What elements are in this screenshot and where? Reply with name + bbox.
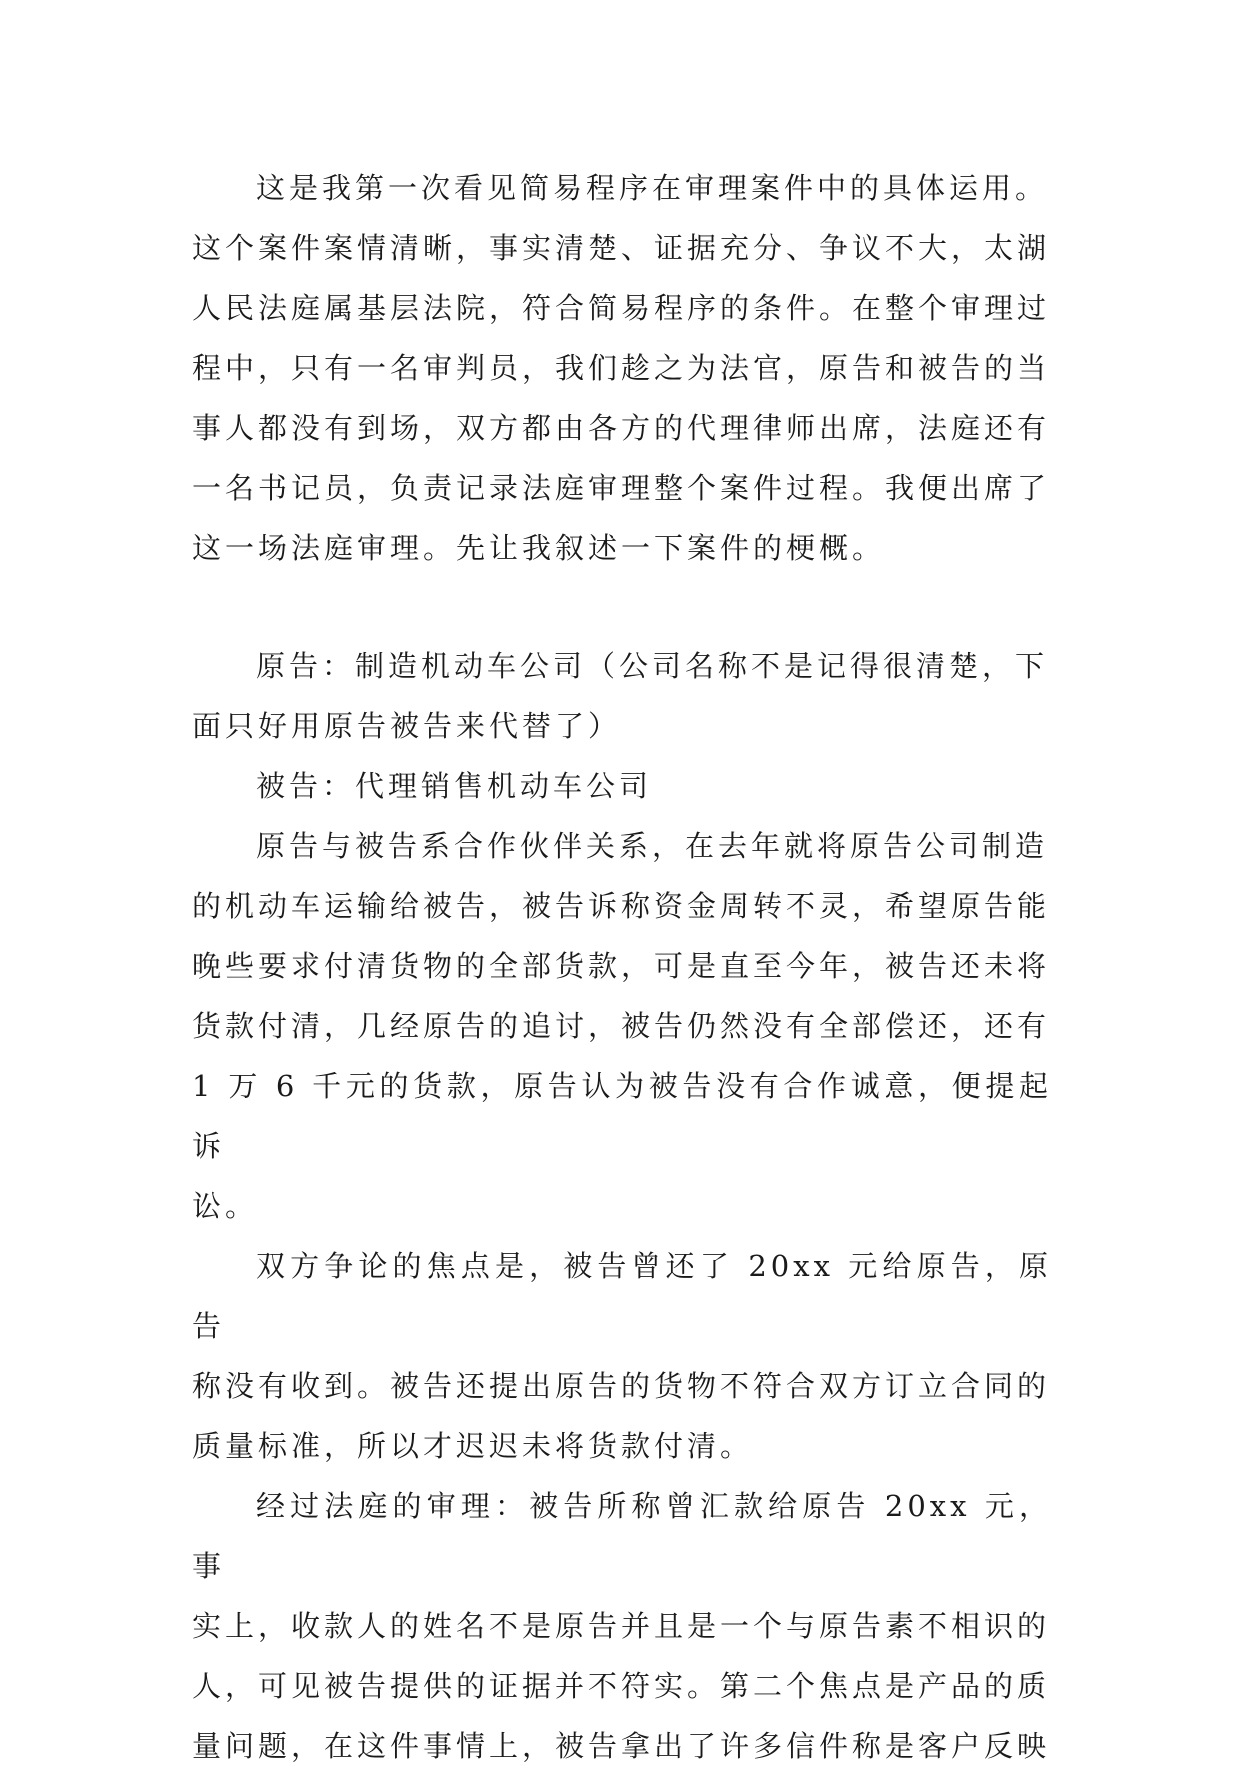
- text-line: 质量标准，所以才迟迟未将货款付清。: [192, 1429, 754, 1463]
- text-line: 面只好用原告被告来代替了）: [192, 709, 622, 743]
- text-line: 事人都没有到场，双方都由各方的代理律师出席，法庭还有: [192, 411, 1051, 445]
- text-line: 实上，收款人的姓名不是原告并且是一个与原告素不相识的: [192, 1609, 1051, 1643]
- text-line: 这是我第一次看见简易程序在审理案件中的具体运用。: [256, 171, 1049, 205]
- text-line: 一名书记员，负责记录法庭审理整个案件过程。我便出席了: [192, 471, 1051, 505]
- text-line: 程中，只有一名审判员，我们趁之为法官，原告和被告的当: [192, 351, 1051, 385]
- text-line: 的机动车运输给被告，被告诉称资金周转不灵，希望原告能: [192, 889, 1051, 923]
- text-line: 原告：制造机动车公司（公司名称不是记得很清楚，下: [256, 649, 1049, 683]
- text-line: 这个案件案情清晰，事实清楚、证据充分、争议不大，太湖: [192, 231, 1051, 265]
- text-line: 货款付清，几经原告的追讨，被告仍然没有全部偿还，还有: [192, 1009, 1051, 1043]
- text-line: 经过法庭的审理：被告所称曾汇款给原告 20xx 元，事: [192, 1489, 1052, 1583]
- text-line: 人，可见被告提供的证据并不符实。第二个焦点是产品的质: [192, 1669, 1051, 1703]
- text-line: 双方争论的焦点是，被告曾还了 20xx 元给原告，原告: [192, 1249, 1052, 1343]
- paragraph-dispute-focus: [192, 1236, 1052, 1476]
- paragraph-defendant: [192, 756, 1052, 816]
- paragraph-case-background: [192, 816, 1052, 1236]
- text-line: 被告：代理销售机动车公司: [256, 769, 653, 803]
- paragraph-gap: [192, 578, 1052, 636]
- paragraph-plaintiff: [192, 636, 1052, 756]
- text-line: 晚些要求付清货物的全部货款，可是直至今年，被告还未将: [192, 949, 1051, 983]
- document-body: [192, 158, 1052, 1776]
- paragraph-intro: [192, 158, 1052, 578]
- text-line: 这一场法庭审理。先让我叙述一下案件的梗概。: [192, 531, 886, 565]
- paragraph-trial-result: [192, 1476, 1052, 1776]
- text-line: 原告与被告系合作伙伴关系，在去年就将原告公司制造: [256, 829, 1049, 863]
- text-line: 讼。: [192, 1189, 259, 1223]
- text-line: 称没有收到。被告还提出原告的货物不符合双方订立合同的: [192, 1369, 1051, 1403]
- text-line: 1 万 6 千元的货款，原告认为被告没有合作诚意，便提起诉: [192, 1069, 1052, 1163]
- text-line: 人民法庭属基层法院，符合简易程序的条件。在整个审理过: [192, 291, 1051, 325]
- text-line: 量问题，在这件事情上，被告拿出了许多信件称是客户反映: [192, 1729, 1051, 1763]
